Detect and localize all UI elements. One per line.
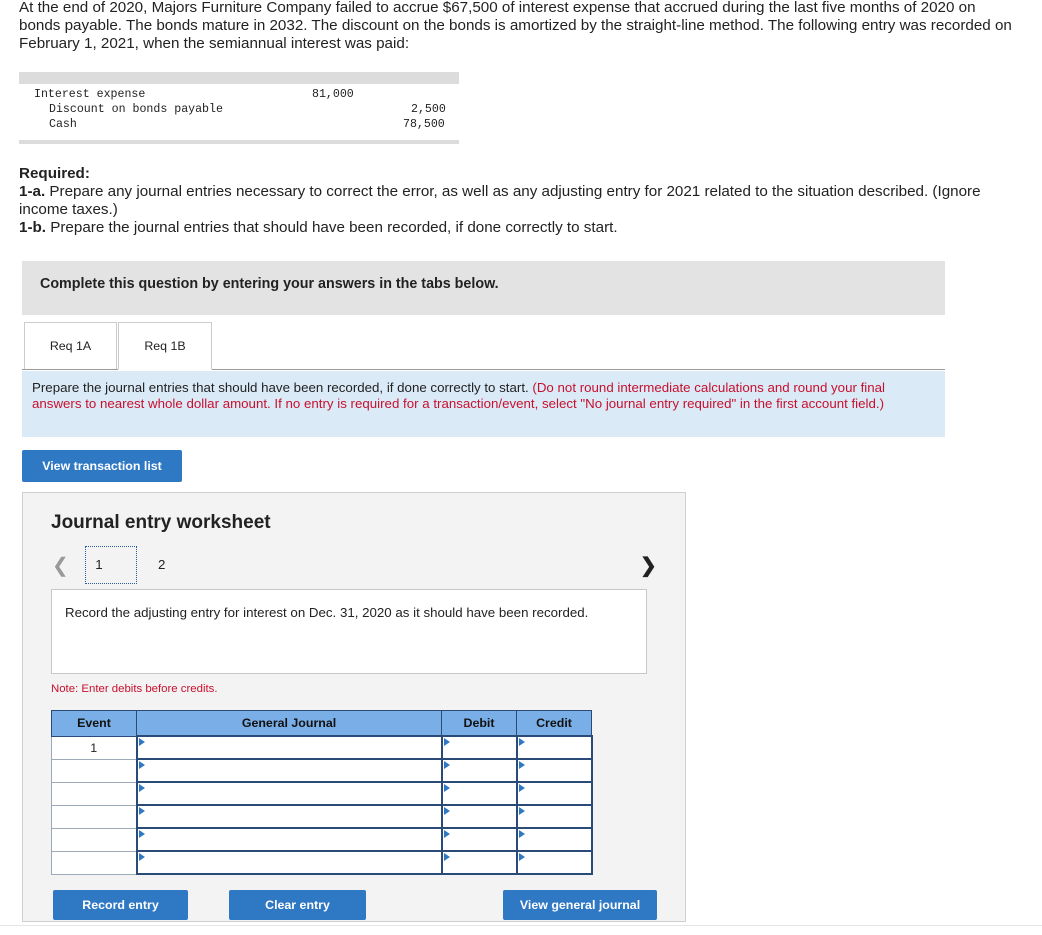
entry-account-2: Discount on bonds payable — [49, 103, 223, 116]
instruction-main: Prepare the journal entries that should have been recorded, if done correctly to start. — [32, 380, 533, 395]
account-input[interactable] — [137, 736, 442, 759]
dropdown-arrow-icon — [444, 807, 450, 815]
table-row — [52, 782, 592, 805]
table-row — [52, 828, 592, 851]
table-row — [52, 851, 592, 874]
required-section — [19, 165, 1029, 237]
debits-note: Note: Enter debits before credits. — [51, 683, 218, 695]
account-input[interactable] — [137, 782, 442, 805]
event-cell — [52, 828, 137, 851]
debit-input[interactable] — [442, 828, 517, 851]
view-transaction-list-button[interactable]: View transaction list — [22, 450, 182, 482]
page-1-label: 1 — [95, 557, 103, 572]
bottom-divider — [0, 925, 1042, 926]
event-cell — [52, 782, 137, 805]
entry-credit-2: 2,500 — [411, 103, 446, 116]
table-row — [52, 759, 592, 782]
col-general-journal: General Journal — [137, 711, 442, 737]
debit-input[interactable] — [442, 736, 517, 759]
dropdown-arrow-icon — [139, 784, 145, 792]
tab-req-1a[interactable]: Req 1A — [24, 322, 117, 370]
credit-input[interactable] — [517, 759, 592, 782]
complete-question-text: Complete this question by entering your answers in the tabs below. — [40, 276, 499, 292]
event-cell — [52, 805, 137, 828]
chevron-right-icon[interactable]: ❯ — [640, 555, 657, 577]
journal-table — [51, 710, 593, 875]
event-cell: 1 — [52, 736, 137, 759]
account-input[interactable] — [137, 828, 442, 851]
problem-intro: At the end of 2020, Majors Furniture Company failed to accrue $67,500 of interest expense that accrued during the last five months of 2020 on bonds payable. The bonds mature in 2032. The discount on the bonds is amortized by the straight-line method. The following entry was recorded on February 1, 2021, when the semiannual interest was paid: — [19, 0, 1012, 52]
entry-account-1: Interest expense — [34, 88, 146, 101]
table-row — [52, 805, 592, 828]
dropdown-arrow-icon — [444, 784, 450, 792]
entry-description: Record the adjusting entry for interest on Dec. 31, 2020 as it should have been recorded. — [51, 589, 647, 674]
account-input[interactable] — [137, 759, 442, 782]
tab-req-1b[interactable]: Req 1B — [118, 322, 212, 370]
credit-input[interactable] — [517, 736, 592, 759]
dropdown-arrow-icon — [139, 738, 145, 746]
required-heading: Required: — [19, 165, 90, 182]
event-cell — [52, 851, 137, 874]
debit-input[interactable] — [442, 851, 517, 874]
chevron-left-icon[interactable]: ❮ — [52, 555, 69, 577]
dropdown-arrow-icon — [519, 761, 525, 769]
credit-input[interactable] — [517, 805, 592, 828]
credit-input[interactable] — [517, 782, 592, 805]
instruction-box — [22, 371, 945, 437]
account-input[interactable] — [137, 851, 442, 874]
complete-question-bar — [22, 261, 945, 315]
dropdown-arrow-icon — [139, 830, 145, 838]
col-credit: Credit — [517, 711, 592, 737]
col-event: Event — [52, 711, 137, 737]
worksheet-title: Journal entry worksheet — [51, 512, 271, 533]
dropdown-arrow-icon — [444, 761, 450, 769]
credit-input[interactable] — [517, 828, 592, 851]
dropdown-arrow-icon — [444, 830, 450, 838]
dropdown-arrow-icon — [519, 853, 525, 861]
debit-input[interactable] — [442, 759, 517, 782]
dropdown-arrow-icon — [519, 830, 525, 838]
entry-account-3: Cash — [49, 118, 77, 131]
view-general-journal-button[interactable]: View general journal — [503, 890, 657, 920]
dropdown-arrow-icon — [139, 761, 145, 769]
dropdown-arrow-icon — [519, 738, 525, 746]
req-1a-text: Prepare any journal entries necessary to correct the error, as well as any adjusting entry for 2021 related to the situation described. (Ignore income taxes.) — [19, 183, 981, 218]
instruction-red: (Do not round intermediate calculations and round your final answers to nearest whole dollar amount. If no entry is required for a transaction/event, select "No journal entry required" in the first account field.) — [32, 380, 885, 412]
original-entry — [19, 72, 459, 144]
page-1-button[interactable] — [85, 546, 137, 584]
credit-input[interactable] — [517, 851, 592, 874]
page-2-button[interactable]: 2 — [158, 557, 166, 572]
dropdown-arrow-icon — [519, 784, 525, 792]
record-entry-button[interactable]: Record entry — [53, 890, 188, 920]
table-row — [52, 736, 592, 759]
dropdown-arrow-icon — [444, 853, 450, 861]
clear-entry-button[interactable]: Clear entry — [229, 890, 366, 920]
dropdown-arrow-icon — [139, 853, 145, 861]
entry-credit-3: 78,500 — [403, 118, 445, 131]
debit-input[interactable] — [442, 805, 517, 828]
req-1b-label: 1-b. — [19, 219, 47, 236]
req-1a-label: 1-a. — [19, 183, 46, 200]
entry-debit-1: 81,000 — [312, 88, 354, 101]
dropdown-arrow-icon — [139, 807, 145, 815]
col-debit: Debit — [442, 711, 517, 737]
req-1b-text: Prepare the journal entries that should have been recorded, if done correctly to start. — [46, 219, 618, 236]
event-cell — [52, 759, 137, 782]
dropdown-arrow-icon — [519, 807, 525, 815]
debit-input[interactable] — [442, 782, 517, 805]
dropdown-arrow-icon — [444, 738, 450, 746]
account-input[interactable] — [137, 805, 442, 828]
